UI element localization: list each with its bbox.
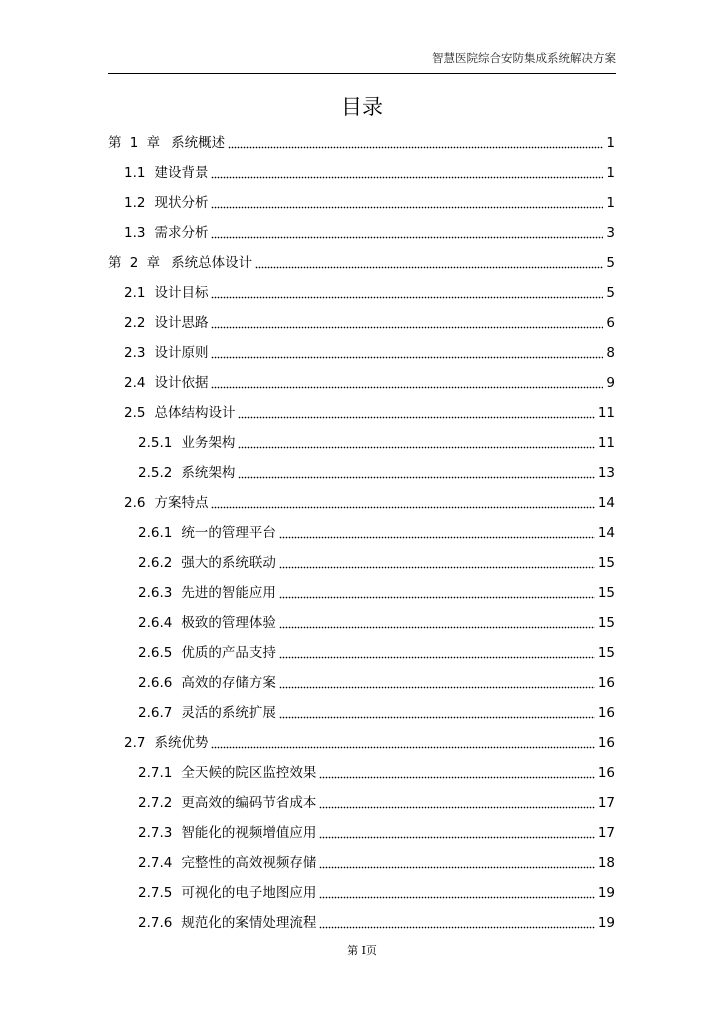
toc-entry-page: 19 [597,885,615,901]
dot-leader [279,675,595,691]
toc-entry-title: 总体结构设计 [154,405,236,421]
toc-entry[interactable] [138,848,615,878]
toc-entry-title: 灵活的系统扩展 [181,705,276,721]
toc-entry-number: 2.5.1 [138,435,173,451]
toc-entry[interactable] [124,398,615,428]
toc-entry-page: 1 [606,195,615,211]
dot-leader [238,405,594,421]
toc-entry-page: 15 [597,585,615,601]
toc-entry-number: 2.6.4 [138,615,173,631]
toc-entry-title: 强大的系统联动 [181,555,276,571]
toc-entry-page: 9 [606,375,615,391]
toc-entry-title: 可视化的电子地图应用 [181,885,317,901]
toc-entry-number: 2.6.3 [138,585,173,601]
dot-leader [279,615,595,631]
toc-entry-number: 第 2 章 [108,255,163,271]
toc-entry-page: 16 [597,765,615,781]
toc-entry-title: 设计原则 [154,345,209,361]
toc-entry[interactable] [124,338,615,368]
toc-entry-page: 16 [597,735,615,751]
toc-entry-number: 2.6 [124,495,146,511]
toc-entry[interactable] [138,698,615,728]
toc-entry-title: 系统总体设计 [171,255,253,271]
toc-entry-number: 1.2 [124,195,146,211]
page-header [108,0,616,74]
toc-entry-number: 第 1 章 [108,135,163,151]
toc-entry[interactable] [138,518,615,548]
toc-entry-title: 高效的存储方案 [181,675,276,691]
toc-entry-title: 建设背景 [154,165,209,181]
toc-entry-number: 2.7.3 [138,825,173,841]
toc-entry-number: 1.3 [124,225,146,241]
toc-entry-title: 系统概述 [171,135,226,151]
dot-leader [279,555,595,571]
toc-entry[interactable] [138,788,615,818]
toc-entry-number: 2.2 [124,315,146,331]
toc-entry-title: 完整性的高效视频存储 [181,855,317,871]
toc-entry-title: 智能化的视频增值应用 [181,825,317,841]
dot-leader [211,285,603,301]
dot-leader [211,315,603,331]
toc-entry-number: 2.7.2 [138,795,173,811]
toc-entry-title: 全天候的院区监控效果 [181,765,317,781]
toc-entry[interactable] [108,128,615,158]
toc-entry-number: 2.7.4 [138,855,173,871]
toc-entry-page: 15 [597,615,615,631]
dot-leader [279,525,595,541]
toc-entry-page: 8 [606,345,615,361]
toc-entry[interactable] [138,548,615,578]
toc-entry[interactable] [124,158,615,188]
toc-entry-number: 2.6.2 [138,555,173,571]
toc-entry[interactable] [124,218,615,248]
toc-entry-title: 设计思路 [154,315,209,331]
toc-entry-title: 优质的产品支持 [181,645,276,661]
toc-entry-page: 14 [597,495,615,511]
toc-entry-title: 先进的智能应用 [181,585,276,601]
toc-entry-page: 1 [606,165,615,181]
dot-leader [211,495,594,511]
dot-leader [279,705,595,721]
toc-entry-title: 规范化的案情处理流程 [181,915,317,931]
dot-leader [211,735,594,751]
dot-leader [211,165,603,181]
toc-entry-number: 2.6.5 [138,645,173,661]
toc-entry-number: 2.6.7 [138,705,173,721]
dot-leader [211,375,603,391]
toc-entry-page: 16 [597,675,615,691]
toc-entry-title: 系统架构 [181,465,236,481]
dot-leader [228,135,603,151]
dot-leader [211,345,603,361]
toc-entry-number: 1.1 [124,165,146,181]
toc-entry-page: 17 [597,825,615,841]
toc-entry-page: 11 [597,405,615,421]
dot-leader [238,465,594,481]
toc-entry[interactable] [108,248,615,278]
toc-entry-number: 2.7.6 [138,915,173,931]
toc-entry[interactable] [138,818,615,848]
page-number: 第 I页 [347,944,377,957]
dot-leader [279,645,595,661]
toc-entry[interactable] [138,758,615,788]
dot-leader [238,435,594,451]
toc-entry-number: 2.5.2 [138,465,173,481]
toc-entry[interactable] [124,278,615,308]
toc-entry-page: 5 [606,255,615,271]
toc-entry-page: 16 [597,705,615,721]
toc-entry[interactable] [124,308,615,338]
toc-entry[interactable] [138,908,615,938]
toc-title: 目录 [341,95,383,119]
toc-entry[interactable] [138,458,615,488]
dot-leader [319,825,594,841]
toc-entry-title: 方案特点 [154,495,209,511]
toc-entry-title: 更高效的编码节省成本 [181,795,317,811]
toc-entry-number: 2.1 [124,285,146,301]
toc-entry[interactable] [138,428,615,458]
dot-leader [279,585,595,601]
toc-entry[interactable] [138,878,615,908]
toc-entry-number: 2.7 [124,735,146,751]
toc-entry-page: 13 [597,465,615,481]
toc-entry[interactable] [138,608,615,638]
dot-leader [319,765,594,781]
toc-entry[interactable] [138,638,615,668]
toc-entry-number: 2.7.5 [138,885,173,901]
toc-entry-number: 2.7.1 [138,765,173,781]
toc-entry-title: 设计目标 [154,285,209,301]
toc-entry[interactable] [138,578,615,608]
toc-entry-number: 2.3 [124,345,146,361]
toc-entry-page: 18 [597,855,615,871]
toc-entry-page: 15 [597,555,615,571]
dot-leader [319,915,594,931]
toc-entry-number: 2.5 [124,405,146,421]
toc-entry-page: 11 [597,435,615,451]
toc-entry-page: 19 [597,915,615,931]
header-title: 智慧医院综合安防集成系统解决方案 [432,51,616,65]
toc-entry-page: 5 [606,285,615,301]
toc-entry-page: 15 [597,645,615,661]
toc-entry[interactable] [124,728,615,758]
toc-entry-page: 1 [606,135,615,151]
toc-entry[interactable] [124,368,615,398]
toc-entry-number: 2.6.6 [138,675,173,691]
dot-leader [255,255,603,271]
toc-entry-title: 需求分析 [154,225,209,241]
toc-entry-title: 统一的管理平台 [181,525,276,541]
toc-entry-number: 2.4 [124,375,146,391]
toc-entry-title: 现状分析 [154,195,209,211]
dot-leader [319,885,594,901]
toc-entry[interactable] [124,488,615,518]
toc-entry-page: 3 [606,225,615,241]
toc-entry-title: 系统优势 [154,735,209,751]
header-divider [108,73,616,74]
dot-leader [211,195,603,211]
toc-entry[interactable] [124,188,615,218]
toc-entry-page: 17 [597,795,615,811]
toc-entry-number: 2.6.1 [138,525,173,541]
toc-entry-title: 业务架构 [181,435,236,451]
dot-leader [319,855,594,871]
toc-entry-page: 14 [597,525,615,541]
toc-entry-title: 极致的管理体验 [181,615,276,631]
toc-entry-title: 设计依据 [154,375,209,391]
toc-entry-page: 6 [606,315,615,331]
dot-leader [211,225,603,241]
dot-leader [319,795,594,811]
toc-entry[interactable] [138,668,615,698]
